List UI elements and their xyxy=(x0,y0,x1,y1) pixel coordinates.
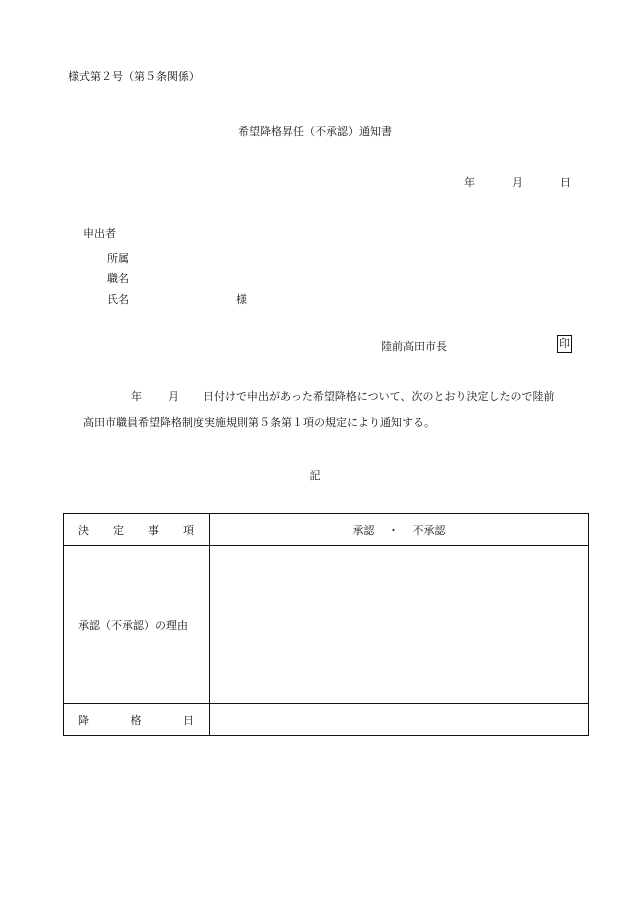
date-year-label: 年 xyxy=(464,176,475,189)
decision-label xyxy=(64,514,210,546)
demotion-date-label-char: 格 xyxy=(130,713,142,727)
table-row-reason xyxy=(64,546,589,704)
option-separator: ・ xyxy=(388,523,399,537)
body-text-line2: 高田市職員希望降格制度実施規則第５条第１項の規定により通知する。 xyxy=(83,416,435,429)
decision-table xyxy=(63,513,589,736)
decision-label-char: 項 xyxy=(183,523,194,537)
table-row-demotion-date xyxy=(64,704,589,736)
seal-mark: 印 xyxy=(557,335,572,353)
body-text-line1: 日付けで申出があった希望降格について、次のとおり決定したので陸前 xyxy=(203,390,555,403)
date-month-label: 月 xyxy=(512,176,523,189)
form-number: 様式第２号（第５条関係） xyxy=(68,70,200,83)
document-title: 希望降格昇任（不承認）通知書 xyxy=(238,125,392,138)
demotion-date-label-char: 日 xyxy=(183,713,194,727)
ki-heading: 記 xyxy=(309,469,321,482)
body-month: 月 xyxy=(168,390,179,403)
body-year: 年 xyxy=(131,390,142,403)
decision-value xyxy=(210,514,589,546)
disapprove-option: 不承認 xyxy=(412,523,446,537)
applicant-heading: 申出者 xyxy=(83,227,116,240)
position-label: 職名 xyxy=(107,272,129,285)
issuer-name: 陸前高田市長 xyxy=(381,340,447,353)
name-label: 氏名 xyxy=(107,293,129,306)
reason-label: 承認（不承認）の理由 xyxy=(64,546,210,704)
reason-value xyxy=(210,546,589,704)
demotion-date-value xyxy=(210,704,589,736)
demotion-date-label-char: 降 xyxy=(78,713,89,727)
date-day-label: 日 xyxy=(560,176,571,189)
affiliation-label: 所属 xyxy=(107,252,129,265)
demotion-date-label xyxy=(64,704,210,736)
decision-label-char: 決 xyxy=(78,523,89,537)
honorific: 様 xyxy=(236,293,247,306)
decision-label-char: 事 xyxy=(148,523,159,537)
approve-option: 承認 xyxy=(352,523,375,537)
table-row-decision xyxy=(64,514,589,546)
decision-label-char: 定 xyxy=(113,523,124,537)
